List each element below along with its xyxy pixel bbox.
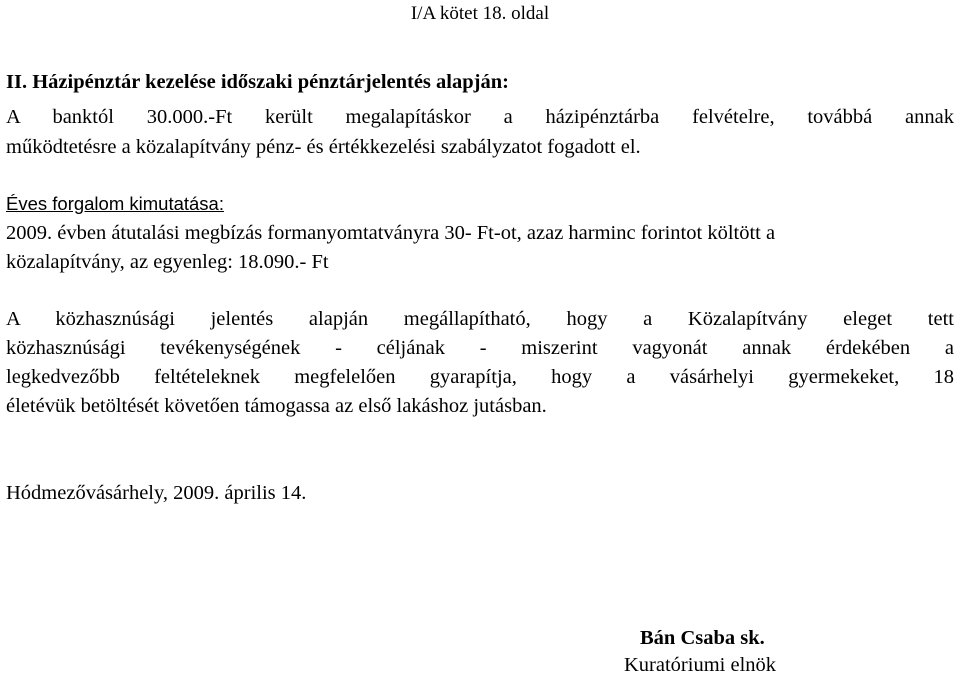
paragraph-line: A banktól 30.000.-Ft került megalapításkor a házipénztárba felvételre, továbbá annak <box>6 106 954 128</box>
paragraph-line: közalapítvány, az egyenleg: 18.090.- Ft <box>6 251 329 273</box>
paragraph-line: közhasznúsági tevékenységének - céljának - miszerint vagyonát annak érdekében a <box>6 337 954 359</box>
signature-name: Bán Csaba sk. <box>640 627 765 649</box>
section-heading-cash-register: II. Házipénztár kezelése időszaki pénztárjelentés alapján: <box>6 71 509 93</box>
paragraph-line: A közhasznúsági jelentés alapján megállapítható, hogy a Közalapítvány eleget tett <box>6 308 954 330</box>
signature-title: Kuratóriumi elnök <box>624 654 777 676</box>
page-reference: I/A kötet 18. oldal <box>410 3 550 24</box>
paragraph-line: 2009. évben átutalási megbízás formanyomtatványra 30- Ft-ot, azaz harminc forintot költött a <box>6 222 776 244</box>
paragraph-line: életévük betöltését követően támogassa az első lakáshoz jutásban. <box>6 395 547 417</box>
paragraph-line: legkedvezőbb feltételeknek megfelelően gyarapítja, hogy a vásárhelyi gyermekeket, 18 <box>6 366 954 388</box>
paragraph-line: működtetésre a közalapítvány pénz- és értékkezelési szabályzatot fogadott el. <box>6 136 641 158</box>
place-and-date: Hódmezővásárhely, 2009. április 14. <box>6 482 307 504</box>
section-heading-annual-turnover: Éves forgalom kimutatása: <box>6 193 224 214</box>
